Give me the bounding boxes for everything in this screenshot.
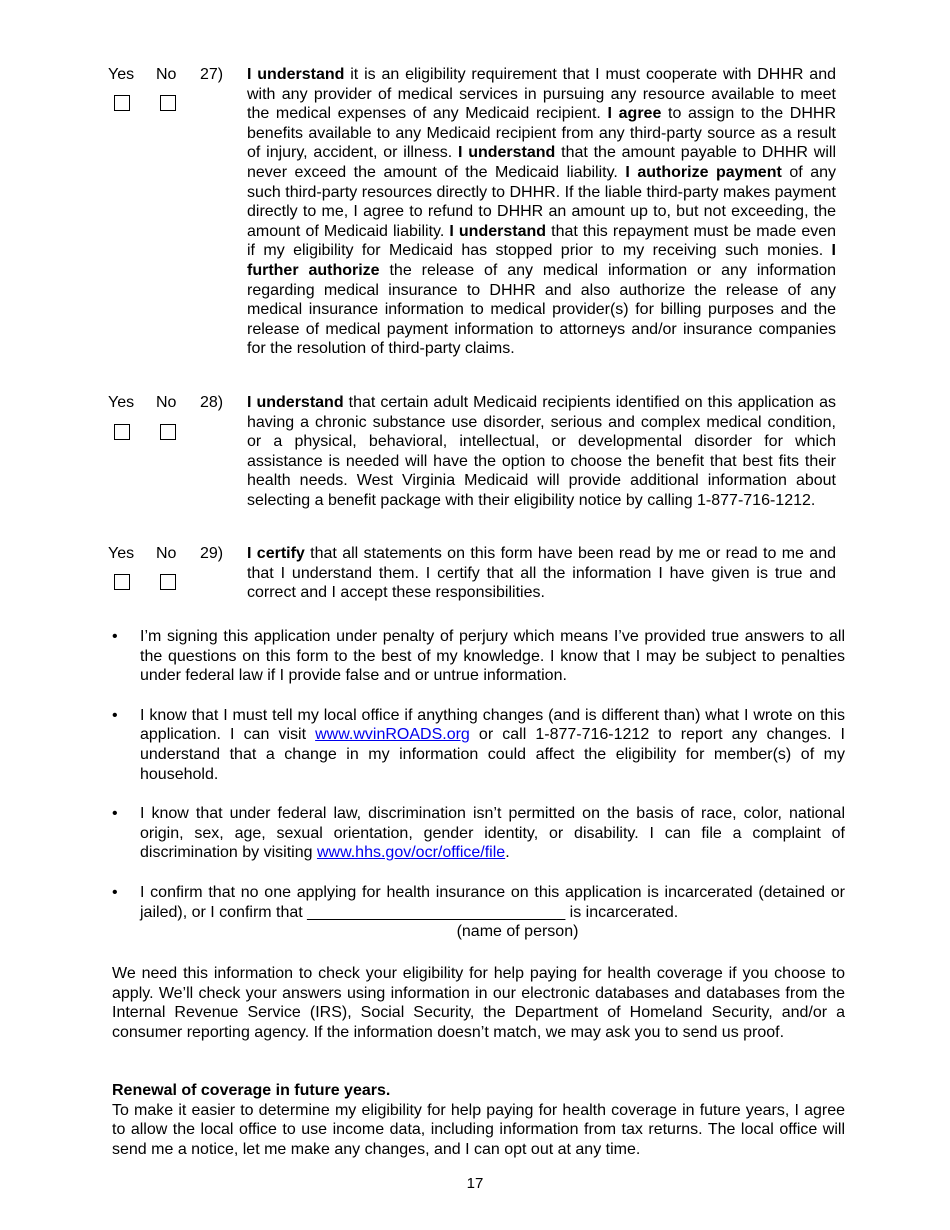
- info-paragraph: We need this information to check your eligibility for help paying for health coverage if you choose to apply. We’ll check your answers using information in our electronic databases and databases from the Internal Revenue Service (IRS), Social Security, the Department of Homeland Security, and/or a consumer reporting agency. If the information doesn’t match, we may ask you to send us proof.: [112, 965, 845, 1041]
- question-text: I understand it is an eligibility requirement that I must cooperate with DHHR and with any provider of medical services in pursuing any resource available to meet the medical expenses of any Medicaid recipient. I agree to assign to the DHHR benefits available to any Medicaid recipient from any third-party source as a result of injury, accident, or illness. I understand that the amount payable to DHHR will never exceed the amount of the Medicaid liability. I authorize payment of any such third-party resources directly to DHHR. If the liable third-party makes payment directly to me, I agree to refund to DHHR an amount up to, but not exceeding, the amount of Medicaid liability. I understand that this repayment must be made even if my eligibility for Medicaid has stopped prior to my receiving such monies. I further authorize the release of any medical information or any information regarding medical insurance to DHHR and also authorize the release of any medical insurance information to medical provider(s) for billing purposes and the release of medical payment information to attorneys and/or insurance companies for the resolution of third-party claims.: [247, 66, 837, 358]
- no-checkbox[interactable]: [160, 95, 176, 111]
- question-number: 29): [200, 545, 224, 562]
- yes-checkbox[interactable]: [114, 424, 130, 440]
- wvinroads-link[interactable]: www.wvinROADS.org: [315, 726, 470, 744]
- page-number: 17: [466, 1175, 484, 1192]
- bullet-dot: •: [112, 628, 118, 645]
- bullet-dot: •: [112, 883, 118, 901]
- bullet-incarcerated: • I confirm that no one applying for health insurance on this application is incarcerated (detained or jailed), or I confirm that _____________________________ is incarcerated. (name of person): [112, 883, 845, 941]
- yes-label: Yes: [108, 66, 135, 83]
- bullet-dot: •: [112, 805, 118, 823]
- question-number: 28): [200, 394, 224, 411]
- renewal-heading: Renewal of coverage in future years.: [112, 1082, 391, 1099]
- no-checkbox[interactable]: [160, 574, 176, 590]
- yes-checkbox[interactable]: [114, 95, 130, 111]
- acknowledgement-bullets: [112, 627, 845, 962]
- renewal-body: To make it easier to determine my eligibility for help paying for health coverage in future years, I agree to allow the local office to use income data, including information from tax returns. The local office will send me a notice, let me make any changes, and I can opt out at any time.: [112, 1101, 845, 1158]
- bullet-perjury: • I’m signing this application under penalty of perjury which means I’ve provided true answers to all the questions on this form to the best of my knowledge. I know that I may be subject to penalties under federal law if I provide false and or untrue information.: [112, 628, 845, 685]
- yes-checkbox[interactable]: [114, 574, 130, 590]
- yes-label: Yes: [108, 545, 135, 562]
- bullet-changes: • I know that I must tell my local office if anything changes (and is different than) what I wrote on this application. I can visit www.wvinROADS.org or call 1-877-716-1212 to report any changes. I understand that a change in my information could affect the eligibility for member(s) of my household.: [112, 706, 845, 783]
- bullet-discrimination: • I know that under federal law, discrimination isn’t permitted on the basis of race, color, national origin, sex, age, sexual orientation, gender identity, or disability. I can file a complaint of discrimination by visiting www.hhs.gov/ocr/office/file.: [112, 805, 845, 862]
- no-label: No: [156, 394, 177, 411]
- incarcerated-name-field[interactable]: _____________________________: [307, 903, 566, 921]
- yes-label: Yes: [108, 394, 135, 411]
- bullet-dot: •: [112, 706, 118, 724]
- renewal-section: [112, 1081, 845, 1159]
- question-text: I certify that all statements on this form have been read by me or read to me and that I understand them. I certify that all the information I have given is true and correct and I accept these responsibilities.: [247, 545, 836, 602]
- name-of-person-caption: (name of person): [456, 923, 579, 941]
- question-number: 27): [200, 66, 224, 83]
- hhs-ocr-link[interactable]: www.hhs.gov/ocr/office/file: [316, 844, 506, 862]
- no-label: No: [156, 545, 177, 562]
- question-text: I understand that certain adult Medicaid recipients identified on this application as having a chronic substance use disorder, serious and complex medical condition, or a physical, behavioral, intellectual, or developmental disorder for which assistance is needed will have the option to choose the benefit that best fits their health needs. West Virginia Medicaid will provide additional information about selecting a benefit package with their eligibility notice by calling 1-877-716-1212.: [247, 394, 836, 509]
- no-label: No: [156, 66, 177, 83]
- no-checkbox[interactable]: [160, 424, 176, 440]
